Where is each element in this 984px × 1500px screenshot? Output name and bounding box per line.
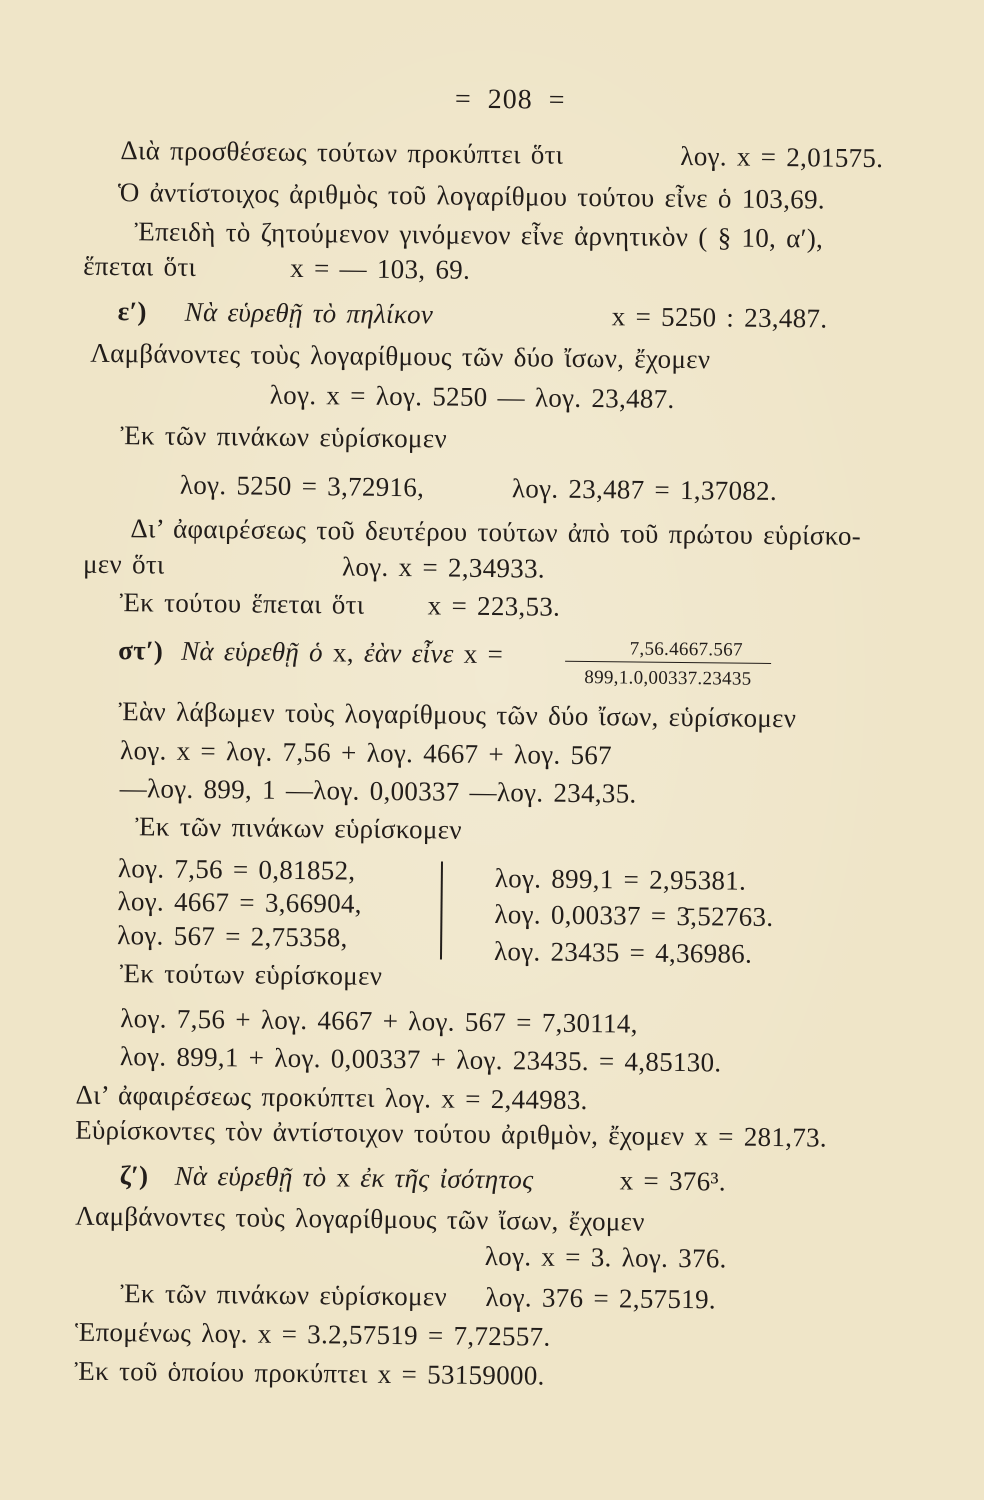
condition-text: ἐὰν εἶνε: [363, 637, 454, 669]
equation: —λογ. 899, 1 —λογ. 0,00337 —λογ. 234,35.: [119, 773, 637, 809]
equation: x = — 103, 69.: [290, 252, 471, 285]
equation: λογ. 899,1 + λογ. 0,00337 + λογ. 23435. = 4,85130.: [119, 1041, 722, 1078]
variable: x: [336, 1162, 351, 1193]
section-heading-z: [175, 1159, 534, 1197]
equation-lhs: x =: [463, 638, 504, 670]
log-table-row: λογ. 4667 = 3,66904,: [117, 886, 362, 919]
section-equation-e: x = 5250 : 23,487.: [611, 301, 828, 334]
text-line: Δι’ ἀφαιρέσεως προκύπτει λογ. x = 2,44983.: [75, 1079, 588, 1116]
text-line: Ἐκ τῶν πινάκων εὑρίσκομεν: [120, 1278, 448, 1312]
column-divider: [440, 861, 443, 959]
equation: λογ. x = 2,01575.: [680, 140, 884, 174]
section-title-st: Νὰ εὑρεθῇ ὁ: [181, 635, 324, 668]
section-title-e: Νὰ εὑρεθῇ τὸ πηλίκον: [184, 296, 434, 330]
fraction-numerator: 7,56.4667.567: [565, 637, 771, 664]
text-line: Ἐπειδὴ τὸ ζητούμενον γινόμενον εἶνε ἀρνητικὸν ( § 10, α′),: [134, 216, 824, 254]
section-heading-st: [118, 633, 503, 671]
log-table-row: λογ. 0,00337 = 3̄,52763.: [494, 899, 774, 932]
text-line: Ἐκ τούτου ἕπεται ὅτι: [119, 587, 365, 620]
text-line: Ἐκ τούτων εὑρίσκομεν: [119, 958, 383, 991]
section-equation-z: x = 376³.: [619, 1165, 727, 1197]
text-line: Ἐκ τῶν πινάκων εὑρίσκομεν: [135, 811, 463, 845]
equation: λογ. 5250 = 3,72916,: [179, 469, 425, 503]
log-table-row: λογ. 7,56 = 0,81852,: [117, 853, 356, 886]
text-line: μεν ὅτι: [82, 548, 165, 580]
log-table-row: λογ. 899,1 = 2,95381.: [494, 863, 747, 896]
section-label-e: ε′): [117, 296, 147, 327]
equation: x = 223,53.: [427, 590, 561, 622]
text-line: ἕπεται ὅτι: [83, 250, 197, 282]
text-line: Ἐκ τῶν πινάκων εὑρίσκομεν: [120, 420, 448, 454]
condition-text: ἐκ τῆς ἰσότητος: [360, 1162, 534, 1195]
section-title-z: Νὰ εὑρεθῇ τὸ: [174, 1160, 327, 1193]
section-label-st: στ′): [118, 635, 164, 666]
text-line: Λαμβάνοντες τοὺς λογαρίθμους τῶν δύο ἴσων, ἔχομεν: [90, 337, 711, 375]
page-number: = 208 =: [454, 83, 566, 116]
text-line: Δι’ ἀφαιρέσεως τοῦ δευτέρου τούτων ἀπὸ τοῦ πρώτου εὑρίσκο-: [130, 513, 862, 551]
text-line: Ἐκ τοῦ ὁποίου προκύπτει x = 53159000.: [74, 1355, 545, 1391]
equation: λογ. 7,56 + λογ. 4667 + λογ. 567 = 7,30114,: [120, 1003, 638, 1039]
text-line: Ἐὰν λάβωμεν τοὺς λογαρίθμους τῶν δύο ἴσων, εὑρίσκομεν: [118, 696, 797, 734]
log-table-row: λογ. 567 = 2,75358,: [117, 920, 348, 953]
log-table-row: λογ. 23435 = 4,36986.: [493, 936, 753, 969]
text-line: Λαμβάνοντες τοὺς λογαρίθμους τῶν ἴσων, ἔχομεν: [75, 1200, 645, 1237]
text-line: Εὑρίσκοντες τὸν ἀντίστοιχον τούτου ἀριθμὸν, ἔχομεν x = 281,73.: [75, 1114, 828, 1153]
fraction: [565, 637, 772, 692]
equation: λογ. x = 2,34933.: [341, 551, 546, 584]
text-line: Διὰ προσθέσεως τούτων προκύπτει ὅτι: [120, 135, 564, 170]
equation: λογ. x = 3. λογ. 376.: [484, 1240, 727, 1274]
equation: λογ. x = λογ. 5250 — λογ. 23,487.: [269, 379, 675, 414]
variable: x,: [332, 637, 355, 668]
page-text-block: [1, 0, 956, 1430]
fraction-denominator: 899,1.0,00337.23435: [584, 666, 752, 690]
text-line: Ὁ ἀντίστοιχος ἀριθμὸς τοῦ λογαρίθμου τούτου εἶνε ὁ 103,69.: [117, 177, 826, 215]
equation: λογ. 23,487 = 1,37082.: [511, 473, 778, 506]
equation: λογ. 376 = 2,57519.: [485, 1281, 717, 1315]
text-line: Ἑπομένως λογ. x = 3.2,57519 = 7,72557.: [74, 1316, 551, 1352]
equation: λογ. x = λογ. 7,56 + λογ. 4667 + λογ. 567: [119, 735, 613, 771]
section-label-z: ζ′): [119, 1160, 149, 1191]
